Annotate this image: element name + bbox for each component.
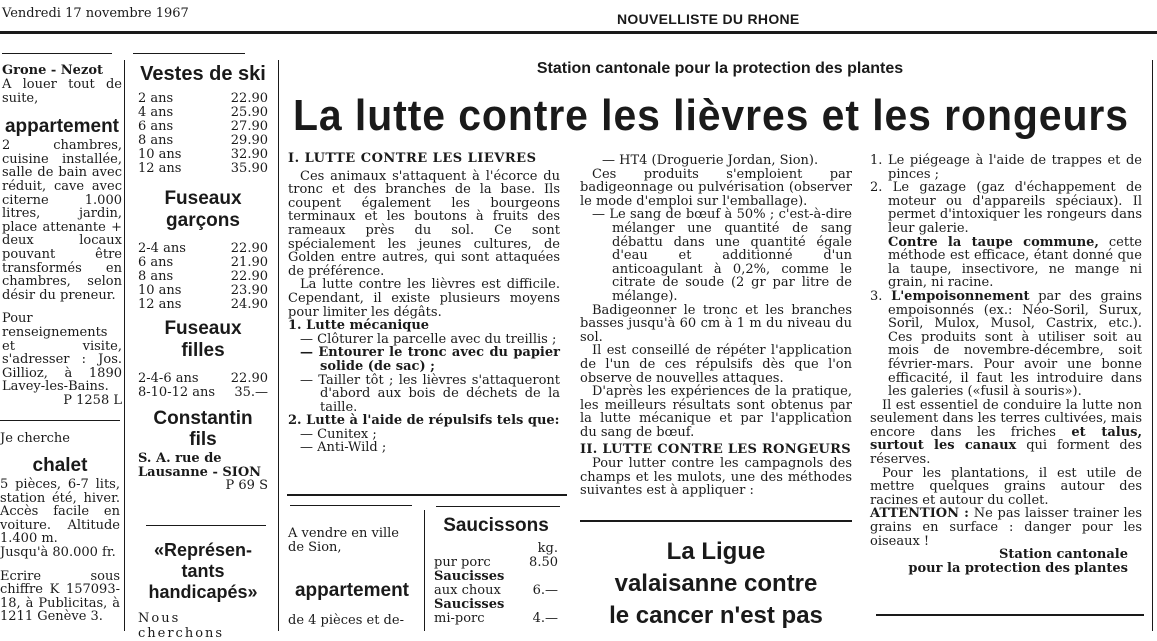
price-row [138, 386, 268, 400]
price-row [138, 92, 268, 106]
price-row [434, 556, 558, 570]
price-value: 22.90 [230, 91, 268, 106]
price-label: 8 ans [138, 269, 174, 284]
list-item [870, 290, 1142, 399]
ad-headline [138, 540, 268, 603]
paragraph [870, 399, 1142, 467]
price-value: 23.90 [230, 283, 268, 298]
price-label: Saucisses [434, 569, 505, 584]
section-heading: I. LUTTE CONTRE LES LIEVRES [288, 151, 537, 166]
bold-text: L'empoisonnement [891, 288, 1030, 304]
price-label: 6 ans [138, 255, 174, 270]
price-row [434, 598, 558, 612]
paragraph: Ces animaux s'attaquent à l'écorce du tronc et des branches de la base. Ils coupent également les bourgeons terminaux et les boutons à fruits des rameaux près du sol. Ce sont spécialement les jeunes cultures, de Golden entre autres, qui sont attaquées de préférence. [288, 168, 560, 279]
ad-title: Grone - Nezot [2, 63, 104, 78]
price-value: 21.90 [230, 255, 268, 270]
ad-chalet [0, 432, 120, 624]
title-line: Constantin [153, 408, 253, 429]
price-row [434, 584, 558, 598]
price-value: 8.50 [529, 555, 558, 570]
ad-headline: chalet [32, 455, 88, 476]
price-label: 8 ans [138, 133, 174, 148]
price-list [434, 556, 558, 626]
ad-headline: appartement [294, 580, 410, 601]
price-row [138, 372, 268, 386]
ad-price: Jusqu'à 80.000 fr. [0, 544, 116, 560]
list-subitem: — Le sang de bœuf à 50% ; c'est-à-dire mélanger une quantité de sang débattu dans une quantité égale d'eau et additionné d'un anticoagulant à 0,2%, comme le citrate de soude (2 gr par litre de mélange). [592, 207, 852, 304]
ad-saucissons [434, 514, 558, 626]
signature: pour la protection des plantes [908, 560, 1128, 576]
masthead-rule [0, 31, 1157, 34]
ad-body: 2 chambres, cuisine installée, salle de bain avec réduit, cave avec citerne 1.000 litres, jardin, place attenante + deux locaux pouvant être transformés en chambres, selon désir du preneur. [2, 138, 122, 303]
headline-line: le cancer n'est pas [609, 602, 823, 629]
title-line: «Représen- [153, 540, 253, 560]
ad-body: de 4 pièces et de- [288, 613, 404, 628]
price-label: 2-4-6 ans [138, 371, 199, 386]
title-line: handicapés» [148, 582, 258, 602]
list-subitem: — Anti-Wild ; [300, 440, 387, 456]
paragraph: D'après les expériences de la pratique, les meilleurs résultats sont obtenus par la lutte mécanique et par l'application du sang de bœuf. [580, 384, 852, 440]
price-label: Saucisses [434, 597, 505, 612]
section-heading: II. LUTTE CONTRE LES RONGEURS [580, 442, 851, 458]
article-column-2 [580, 154, 852, 498]
price-label: 10 ans [138, 147, 182, 162]
price-row [434, 612, 558, 626]
paragraph: La lutte contre les lièvres est difficile. Cependant, il existe plusieurs moyens pour limiter les dégâts. [288, 277, 560, 320]
title-line: fils [189, 429, 217, 450]
price-value: 22.90 [230, 269, 268, 284]
paragraph: Pour lutter contre les campagnols des champs et les mulots, une des méthodes suivantes est à appliquer : [580, 456, 852, 499]
ad-intro: A vendre en ville de Sion, [288, 526, 400, 555]
paragraph: Pour les plantations, il est utile de mettre quelques grains autour des racines et autour du collet. [870, 465, 1142, 508]
paragraph [870, 236, 1142, 290]
list-subitem: — HT4 (Droguerie Jordan, Sion). [602, 153, 819, 168]
bold-text: et talus, surtout les canaux [870, 424, 1143, 454]
newspaper-name: NOUVELLISTE DU RHONE [617, 11, 800, 27]
paragraph: Badigeonner le tronc et les branches basses jusqu'à 60 cm à 1 m du niveau du sol. [580, 302, 852, 345]
price-value: 4.— [532, 611, 558, 626]
paragraph: Il est conseillé de répéter l'application de l'un de ces répulsifs dès que l'on observe de nouvelles attaques. [580, 343, 852, 386]
price-row [138, 298, 268, 312]
price-value: 35.90 [230, 161, 268, 176]
article-column-3 [870, 154, 1142, 575]
list-item: 1. Le piégeage à l'aide de trappes et de pinces ; [870, 153, 1142, 182]
list-subitem: — Tailler tôt ; les lièvres s'attaqueront d'abord aux bois de déchets de la taille. [300, 372, 560, 415]
list-subitem: — Clôturer la parcelle avec du treillis ; [300, 331, 557, 347]
price-label: 2 ans [138, 91, 174, 106]
price-value: 6.— [532, 583, 558, 598]
list-subitem: — Entourer le tronc avec du papier solide (de sac) ; [300, 345, 560, 374]
price-label: pur porc [434, 555, 491, 570]
ad-intro: A louer tout de suite, [2, 77, 122, 106]
price-row [138, 148, 268, 162]
price-label: 2-4 ans [138, 241, 186, 256]
title-line: garçons [166, 210, 240, 231]
ad-separator [290, 505, 412, 506]
title-line: tants [181, 561, 225, 581]
price-label: 6 ans [138, 119, 174, 134]
ad-separator [580, 520, 852, 522]
paragraph [870, 507, 1142, 548]
price-row [138, 256, 268, 270]
text: cette méthode est efficace, étant donné que la taupe, insectivore, ne mange ni grain, ni racine. [888, 234, 1142, 291]
article-headline: La lutte contre les lièvres et les rongeurs [293, 91, 1129, 140]
price-label: 8-10-12 ans [138, 385, 216, 400]
ad-grone-nezot [2, 64, 122, 408]
title-line: Fuseaux [164, 318, 242, 339]
bold-text: Contre la taupe commune, [888, 234, 1099, 250]
ad-contact: Pour renseignements et visite, s'adresser : Jos. Gillioz, à 1890 Lavey-les-Bains. [2, 311, 122, 395]
price-label: aux choux [434, 583, 501, 598]
list-item: 1. Lutte mécanique [288, 318, 430, 334]
price-value: 35.— [234, 385, 268, 400]
price-label: 10 ans [138, 283, 182, 298]
ad-body: 5 pièces, 6-7 lits, station été, hiver. Accès facile en voiture. Altitude 1.400 m. [0, 477, 120, 547]
list-item: 2. Le gazage (gaz d'échappement de moteur ou d'appareils spéciaux). Il permet d'intoxiquer les rongeurs dans leur galerie. [870, 180, 1142, 236]
text: par des grains empoisonnés (ex.: Néo-Soril, Surux, Soril, Mulox, Musol, Castrix, etc.). Ces produits sont à utiliser soit au mois de novembre-décembre, soit février-mars. Pour avoir une bonne efficacité, il faut les introduire dans les galeries («fusil à souris»). [888, 288, 1142, 400]
price-row [434, 570, 558, 584]
signature: Station cantonale [999, 547, 1128, 563]
price-row [138, 120, 268, 134]
column-rule [133, 53, 245, 54]
ad-constantin-fils [138, 62, 268, 493]
headline-line: valaisanne contre [614, 570, 818, 597]
price-list-fuseaux-garcons [138, 242, 268, 312]
ad-headline: Saucissons [443, 515, 549, 536]
ad-separator [146, 525, 266, 526]
ad-contact: Ecrire sous chiffre K 157093-18, à Publicitas, à 1211 Genève 3. [0, 568, 120, 625]
text: Ne pas laisser trainer les grains en surface : danger pour les oiseaux ! [870, 506, 1142, 549]
column-divider [1152, 60, 1153, 631]
price-label: 4 ans [138, 105, 174, 120]
column-divider [124, 60, 125, 631]
issue-date: Vendredi 17 novembre 1967 [2, 6, 189, 21]
article-kicker: Station cantonale pour la protection des plantes [536, 60, 904, 77]
price-value: 25.90 [230, 105, 268, 120]
headline-line: La Ligue [666, 538, 766, 565]
price-row [138, 106, 268, 120]
ad-representants [138, 540, 268, 641]
price-label: mi-porc [434, 611, 485, 626]
company-address: S. A. rue de Lausanne - SION [138, 451, 262, 480]
bold-text: ATTENTION : [870, 506, 969, 522]
list-subitem: — Cunitex ; [300, 426, 377, 442]
unit-label: kg. [537, 541, 558, 556]
price-list-fuseaux-filles [138, 372, 268, 400]
item-number: 3. [870, 288, 892, 304]
price-value: 24.90 [230, 297, 268, 312]
price-row [138, 162, 268, 176]
ad-sion-appartement [288, 527, 416, 628]
price-label: 12 ans [138, 297, 182, 312]
column-divider [424, 510, 425, 631]
price-row [138, 270, 268, 284]
paragraph: Ces produits s'emploient par badigeonnage ou pulvérisation (observer le mode d'emploi sur l'emballage). [580, 166, 852, 209]
ad-separator [0, 420, 120, 421]
price-value: 27.90 [230, 119, 268, 134]
title-line: filles [181, 340, 225, 361]
section-title-fuseaux-filles [138, 318, 268, 362]
section-title-fuseaux-garcons [138, 188, 268, 232]
column-divider [278, 60, 279, 631]
price-value: 29.90 [230, 133, 268, 148]
title-line: Fuseaux [164, 188, 242, 209]
article-end-rule [876, 614, 1144, 616]
section-title-vestes: Vestes de ski [140, 63, 266, 85]
ad-intro: Je cherche [0, 431, 70, 446]
ad-body: Nous cherchons [138, 611, 225, 641]
price-list-vestes [138, 92, 268, 176]
ad-separator [436, 506, 560, 507]
text: Il est essentiel de conduire la lutte non seulement dans les terres cultivées, mais encore dans les friches [870, 397, 1142, 440]
section-rule [287, 494, 567, 496]
company-name [138, 408, 268, 450]
ad-headline: appartement [4, 116, 120, 138]
ad-reference: P 69 S [225, 478, 268, 494]
ad-ligue-cancer [580, 536, 852, 632]
price-row [138, 284, 268, 298]
column-rule [2, 53, 112, 54]
price-label: 12 ans [138, 161, 182, 176]
article-column-1 [288, 152, 560, 455]
price-value: 32.90 [230, 147, 268, 162]
text: qui forment des réserves. [870, 438, 1143, 468]
ad-reference: P 1258 L [63, 392, 122, 408]
price-row [138, 242, 268, 256]
price-value: 22.90 [230, 371, 268, 386]
price-value: 22.90 [230, 241, 268, 256]
price-row [138, 134, 268, 148]
list-item: 2. Lutte à l'aide de répulsifs tels que: [288, 413, 560, 429]
